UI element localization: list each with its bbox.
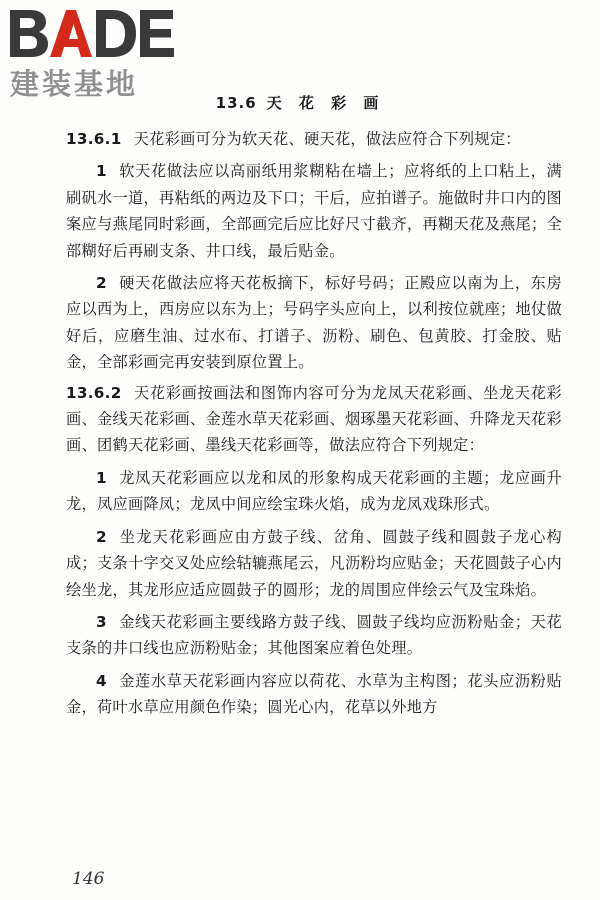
bade-logo xyxy=(8,6,176,101)
item-text: 金线天花彩画主要线路方鼓子线、圆鼓子线均应沥粉贴金；天花支条的井口线也应沥粉贴金；其他图案应着色处理。 xyxy=(66,612,562,658)
clause-13-6-2 xyxy=(66,380,562,459)
list-item xyxy=(66,609,562,662)
section-title-text: 天 花 彩 画 xyxy=(266,94,385,112)
item-number: 2 xyxy=(96,527,107,546)
clause-13-6-1 xyxy=(66,126,562,152)
clause-text: 天花彩画可分为软天花、硬天花，做法应符合下列规定： xyxy=(133,130,521,148)
clause-text: 天花彩画按画法和图饰内容可分为龙凤天花彩画、坐龙天花彩画、金线天花彩画、金莲水草天花彩画、烟琢墨天花彩画、升降龙天花彩画、团鹤天花彩画、墨线天花彩画等，做法应符合下列规定： xyxy=(66,383,562,455)
item-number: 3 xyxy=(96,612,107,631)
item-text: 硬天花做法应将天花板摘下，标好号码；正殿应以南为上，东房应以西为上，西房应以东为上；号码字头应向上，以利按位就座；地仗做好后，应磨生油、过水布、打谱子、沥粉、刷色、包黄胶、打金胶、贴金，全部彩画完再安装到原位置上。 xyxy=(66,274,562,372)
section-number: 13.6 xyxy=(215,94,257,112)
item-number: 2 xyxy=(96,274,107,293)
list-item xyxy=(66,668,562,721)
clause-number: 13.6.1 xyxy=(66,130,122,148)
list-item xyxy=(66,524,562,603)
logo-subtitle: 建装基地 xyxy=(10,67,139,101)
item-text: 龙凤天花彩画应以龙和凤的形象构成天花彩画的主题；龙应画升龙，凤应画降凤；龙凤中间应绘宝珠火焰，成为龙凤戏珠形式。 xyxy=(66,468,562,514)
document-body xyxy=(66,122,562,721)
logo-letter-d xyxy=(96,10,136,57)
item-text: 金莲水草天花彩画内容应以荷花、水草为主构图；花头应沥粉贴金，荷叶水草应用颜色作染；圆光心内，花草以外地方 xyxy=(66,671,562,717)
bade-logo-mark xyxy=(8,6,176,60)
item-number: 1 xyxy=(96,162,107,181)
item-text: 软天花做法应以高丽纸用浆糊粘在墙上；应将纸的上口粘上，满刷矾水一道，再粘纸的两边及下口；干后，应拍谱子。施做时井口内的图案应与燕尾同时彩画，全部画完后应比好尺寸截齐，再糊天花及燕尾；全部糊好后再刷支条、井口线，最后贴金。 xyxy=(66,162,562,260)
clause-number: 13.6.2 xyxy=(66,383,122,402)
page-number: 146 xyxy=(72,869,105,889)
logo-letter-b xyxy=(10,10,48,57)
item-number: 4 xyxy=(96,671,107,690)
section-heading xyxy=(0,92,600,113)
item-number: 1 xyxy=(96,468,107,487)
logo-letter-e xyxy=(140,10,174,57)
list-item xyxy=(66,158,562,264)
list-item xyxy=(66,465,562,518)
item-text: 坐龙天花彩画应由方鼓子线、岔角、圆鼓子线和圆鼓子龙心构成；支条十字交叉处应绘轱辘燕尾云，凡沥粉均应贴金；天花圆鼓子心内绘坐龙，其龙形应适应圆鼓子的圆形；龙的周围应伴绘云气及宝珠焰。 xyxy=(66,527,562,599)
list-item xyxy=(66,270,562,376)
logo-letter-a xyxy=(50,10,92,57)
